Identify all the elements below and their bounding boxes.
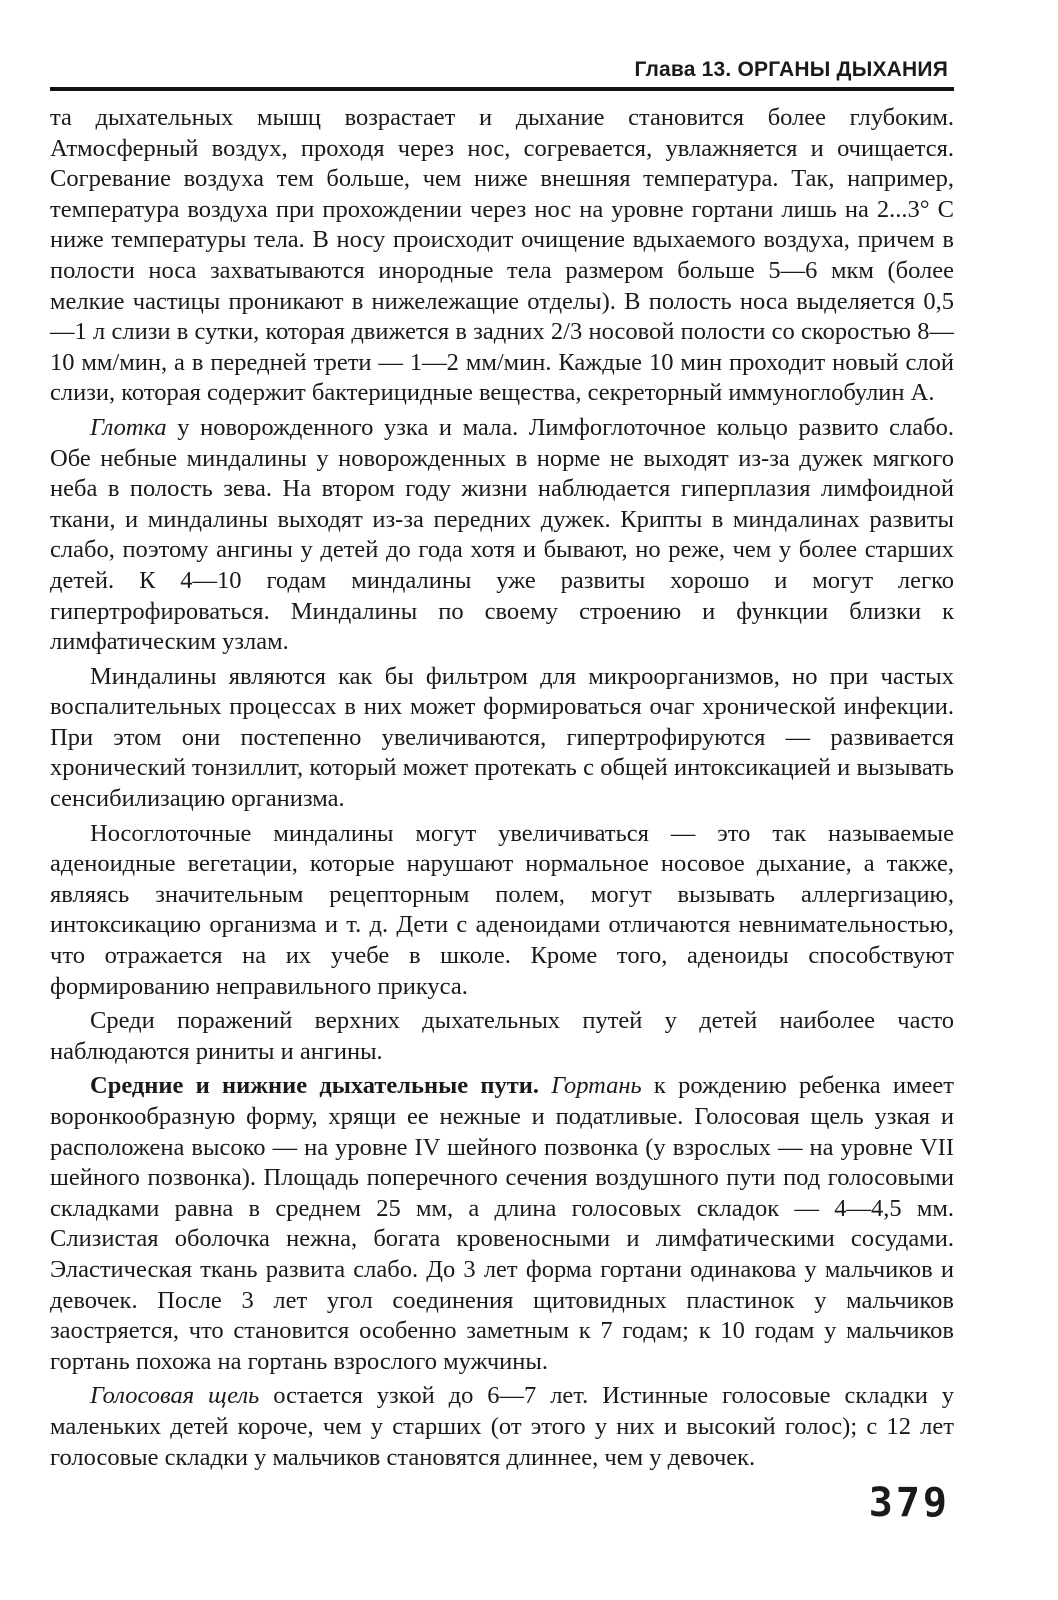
paragraph-text: та дыхательных мышц возрастает и дыхание становится более глубоким. Атмосферный воздух, проходя через нос, согревается, увлажняется и очищается. Согревание воздуха тем больше, чем ниже внешняя температура. Так, например, температура воздуха при прохождении через нос на уровне гортани лишь на 2...3° С ниже температуры тела. В носу происходит очищение вдыхаемого воздуха, причем в полости носа захватываются инородные тела размером больше 5—6 мкм (более мелкие частицы проникают в нижележащие отделы). В полость носа выделяется 0,5—1 л слизи в сутки, которая движется в задних 2/3 носовой полости со скоростью 8—10 мм/мин, а в передней трети — 1—2 мм/мин. Каждые 10 мин проходит новый слой слизи, которая содержит бактерицидные вещества, секреторный иммуноглобулин А.: [50, 104, 954, 407]
italic-term: Глотка: [90, 413, 167, 441]
paragraph: [50, 1381, 954, 1473]
body-text: [50, 103, 954, 1477]
paragraph-text: Носоглоточные миндалины могут увеличиваться — это так называемые аденоидные вегетации, которые нарушают нормальное носовое дыхание, а также, являясь значительным рецепторным полем, могут вызывать аллергизацию, интоксикацию организма и т. д. Дети с аденоидами отличаются невнимательностью, что отражается на их учебе в школе. Кроме того, аденоиды способствуют формированию неправильного прикуса.: [50, 819, 954, 1000]
paragraph: [50, 819, 954, 1003]
running-header-title: Глава 13. ОРГАНЫ ДЫХАНИЯ: [634, 58, 948, 81]
page-number: 379: [868, 1480, 950, 1526]
paragraph-text: Миндалины являются как бы фильтром для микроорганизмов, но при частых воспалительных процессах в них может формироваться очаг хронической инфекции. При этом они постепенно увеличиваются, гипертрофируются — развивается хронический тонзиллит, который может протекать с общей интоксикацией и вызывать сенсибилизацию организма.: [50, 662, 954, 813]
paragraph-text: Среди поражений верхних дыхательных путей у детей наиболее часто наблюдаются риниты и ангины.: [50, 1007, 954, 1065]
header-rule: [50, 87, 954, 91]
italic-term: Гортань: [551, 1072, 642, 1100]
book-page: [50, 0, 954, 1600]
paragraph: [50, 413, 954, 658]
paragraph-text: остается узкой до 6—7 лет. Истинные голосовые складки у маленьких детей короче, чем у старших (от этого у них и высокий голос); с 12 лет голосовые складки у мальчиков становятся длиннее, чем у девочек.: [50, 1382, 955, 1471]
paragraph: [50, 1006, 954, 1067]
section-run-in-heading: Средние и нижние дыхательные пути.: [90, 1072, 540, 1100]
italic-term: Голосовая щель: [90, 1382, 260, 1410]
paragraph: [50, 103, 954, 409]
paragraph: [50, 1071, 954, 1377]
paragraph-text: у новорожденного узка и мала. Лимфоглоточное кольцо развито слабо. Обе небные миндалины у новорожденных в норме не выходят из-за дужек мягкого неба в полость зева. На втором году жизни наблюдается гиперплазия лимфоидной ткани, и миндалины выходят из-за передних дужек. Крипты в миндалинах развиты слабо, поэтому ангины у детей до года хотя и бывают, но реже, чем у более старших детей. К 4—10 годам миндалины уже развиты хорошо и могут легко гипертрофироваться. Миндалины по своему строению и функции близки к лимфатическим узлам.: [50, 413, 954, 656]
paragraph-text: к рождению ребенка имеет воронкообразную форму, хрящи ее нежные и податливые. Голосовая щель узкая и расположена высоко — на уровне IV шейного позвонка (у взрослых — на уровне VII шейного позвонка). Площадь поперечного сечения воздушного пути под голосовыми складками равна в среднем 25 мм, а длина голосовых складок — 4—4,5 мм. Слизистая оболочка нежна, богата кровеносными и лимфатическими сосудами. Эластическая ткань развита слабо. До 3 лет форма гортани одинакова у мальчиков и девочек. После 3 лет угол соединения щитовидных пластинок у мальчиков заостряется, что становится особенно заметным к 7 годам; к 10 годам у мальчиков гортань похожа на гортань взрослого мужчины.: [50, 1072, 954, 1375]
paragraph: [50, 662, 954, 815]
